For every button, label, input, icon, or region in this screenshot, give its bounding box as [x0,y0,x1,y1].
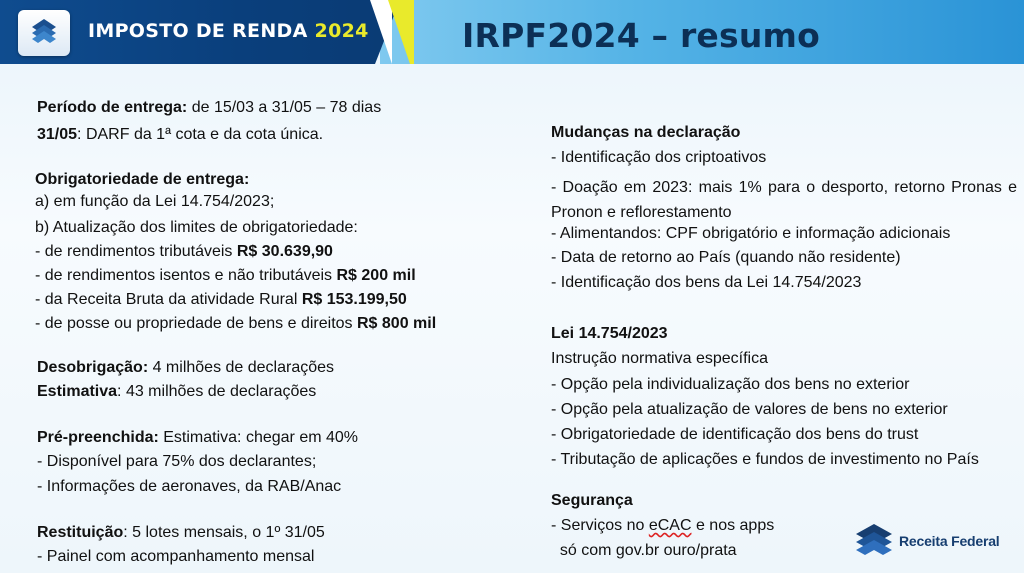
seguranca-title: Segurança [551,492,633,509]
pre-preenchida-item: - Disponível para 75% dos declarantes; [37,453,317,470]
estimativa-line [37,382,316,402]
lei-item: - Opção pela atualização de valores de bens no exterior [551,401,948,418]
restituicao-label: Restituição [37,524,124,541]
header-banner [0,0,1024,64]
darf-label: 31/05 [37,126,78,143]
limit-receita-rural: - da Receita Bruta da atividade Rural R$ 153.199,50 [35,291,407,308]
lei-item: - Opção pela individualização dos bens no exterior [551,376,910,393]
restituicao-line [37,523,325,543]
seguranca-item-continued: só com gov.br ouro/prata [551,542,737,559]
periodo-entrega [37,98,381,118]
darf-line [37,125,323,145]
receita-federal-logo-text: Receita Federal [899,533,1000,549]
limit-isentos: - de rendimentos isentos e não tributáveis R$ 200 mil [35,267,416,284]
limit-value: R$ 800 mil [357,315,437,332]
desobrigacao-label: Desobrigação: [37,359,149,376]
pre-preenchida-value: Estimativa: chegar em 40% [158,429,359,446]
limit-bens-direitos: - de posse ou propriedade de bens e direitos R$ 800 mil [35,315,437,332]
obrigatoriedade-title: Obrigatoriedade de entrega: [35,171,250,188]
pre-preenchida-line [37,428,358,448]
page-title: IRPF2024 – resumo [462,16,820,55]
obrigatoriedade-item-a: a) em função da Lei 14.754/2023; [35,193,275,210]
lei-item: - Obrigatoriedade de identificação dos bens do trust [551,426,919,443]
mudancas-item: - Identificação dos criptoativos [551,149,767,166]
pre-preenchida-label: Pré-preenchida: [37,429,159,446]
restituicao-item: - Painel com acompanhamento mensal [37,548,315,565]
brand-title [88,20,369,42]
estimativa-label: Estimativa [37,383,118,400]
estimativa-value: : 43 milhões de declarações [117,383,317,400]
seguranca-item: - Serviços no eCAC e nos apps [551,517,775,534]
lei-title: Lei 14.754/2023 [551,325,668,342]
mudancas-doacao-item: - Doação em 2023: mais 1% para o desporto, retorno Pronas e Pronon e reflorestamento [551,179,1017,221]
imposto-de-renda-logo-icon [18,10,70,56]
mudancas-title: Mudanças na declaração [551,124,741,141]
limit-value: R$ 153.199,50 [301,291,407,308]
limit-tributaveis: - de rendimentos tributáveis R$ 30.639,90 [35,243,333,260]
desobrigacao-line [37,358,334,378]
mudancas-item: - Identificação dos bens da Lei 14.754/2023 [551,274,862,291]
mudancas-item: - Alimentandos: CPF obrigatório e informação adicionais [551,225,951,242]
periodo-value: de 15/03 a 31/05 – 78 dias [187,99,382,116]
desobrigacao-value: 4 milhões de declarações [148,359,335,376]
restituicao-value: : 5 lotes mensais, o 1º 31/05 [123,524,325,541]
lei-subtitle: Instrução normativa específica [551,350,768,367]
ecac-term: eCAC [648,517,692,534]
limit-value: R$ 200 mil [336,267,416,284]
brand-main-text: IMPOSTO DE RENDA [88,20,308,42]
receita-federal-emblem-icon [852,522,896,556]
brand-year: 2024 [314,20,369,42]
periodo-label: Período de entrega: [37,99,188,116]
pre-preenchida-item: - Informações de aeronaves, da RAB/Anac [37,478,342,495]
lei-item: - Tributação de aplicações e fundos de investimento no País [551,451,979,468]
mudancas-item: - Data de retorno ao País (quando não residente) [551,249,901,266]
receita-federal-logo [852,522,1012,558]
obrigatoriedade-item-b: b) Atualização dos limites de obrigatoriedade: [35,219,358,236]
darf-value: : DARF da 1ª cota e da cota única. [77,126,324,143]
limit-value: R$ 30.639,90 [236,243,333,260]
